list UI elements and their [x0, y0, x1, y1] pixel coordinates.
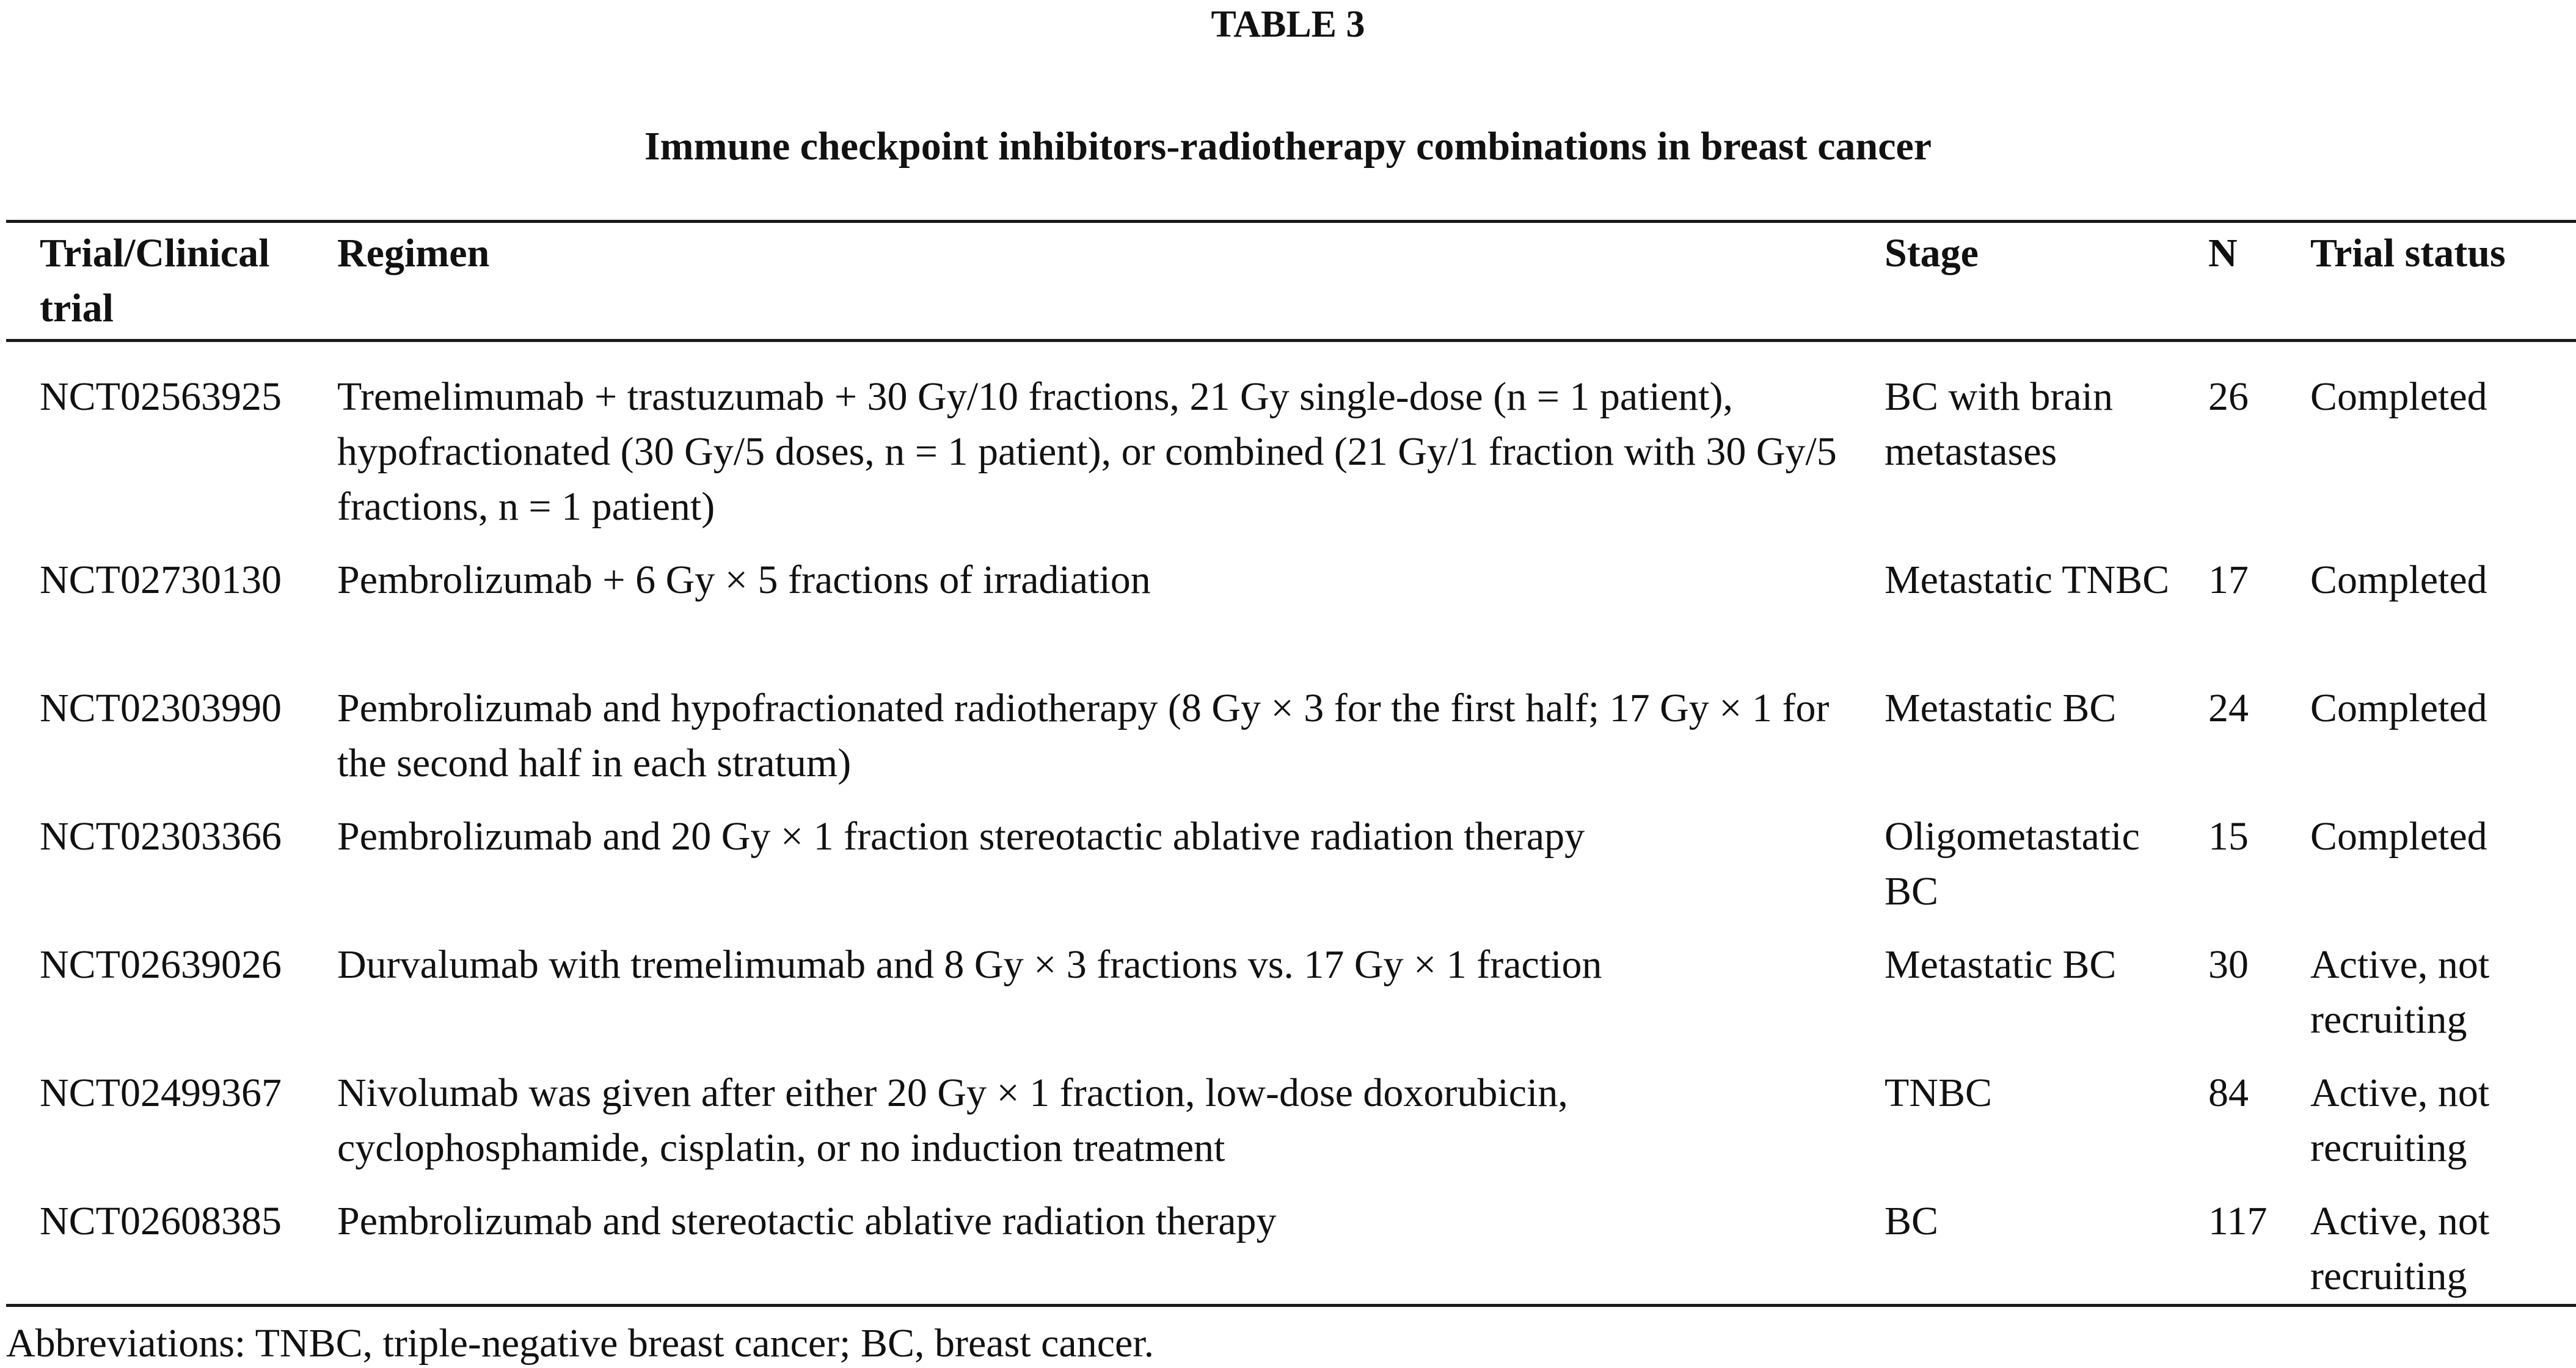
abbreviations-footnote: Abbreviations: TNBC, triple-negative breast cancer; BC, breast cancer.	[6, 1321, 1155, 1366]
regimen-cell: Tremelimumab + trastuzumab + 30 Gy/10 fractions, 21 Gy single-dose (n = 1 patient), hypofractionated (30 Gy/5 doses, n = 1 patient), or combined (21 Gy/1 fraction with 30 Gy/5 fractions, n = 1 patient)	[337, 374, 1837, 529]
stage-cell: BC	[1885, 1199, 1939, 1243]
stage-cell: TNBC	[1885, 1071, 1993, 1115]
n-cell: 30	[2208, 942, 2249, 987]
trial-id-cell: NCT02730130	[40, 558, 282, 602]
regimen-cell: Pembrolizumab and 20 Gy × 1 fraction stereotactic ablative radiation therapy	[337, 814, 1585, 859]
status-cell: Active, not recruiting	[2310, 942, 2490, 1042]
column-header-status: Trial status	[2310, 231, 2506, 275]
n-cell: 24	[2208, 686, 2249, 730]
table-title: Immune checkpoint inhibitors-radiotherapy combinations in breast cancer	[644, 124, 1932, 169]
trial-id-cell: NCT02499367	[40, 1071, 282, 1115]
n-cell: 26	[2208, 374, 2249, 419]
n-cell: 117	[2208, 1199, 2268, 1243]
regimen-cell: Pembrolizumab and hypofractionated radiotherapy (8 Gy × 3 for the first half; 17 Gy × 1 for the second half in each stratum)	[337, 686, 1830, 785]
column-header-trial: Trial/Clinical trial	[40, 231, 270, 330]
trial-id-cell: NCT02303366	[40, 814, 282, 859]
stage-cell: Oligometastatic BC	[1885, 814, 2140, 914]
regimen-cell: Pembrolizumab and stereotactic ablative radiation therapy	[337, 1199, 1277, 1243]
trial-id-cell: NCT02639026	[40, 942, 282, 987]
regimen-cell: Pembrolizumab + 6 Gy × 5 fractions of irradiation	[337, 558, 1151, 602]
header-rule	[6, 339, 2576, 342]
regimen-cell: Nivolumab was given after either 20 Gy × 1 fraction, low-dose doxorubicin, cyclophosphamide, cisplatin, or no induction treatment	[337, 1071, 1568, 1170]
status-cell: Completed	[2310, 686, 2487, 730]
column-header-n: N	[2208, 231, 2238, 275]
trial-id-cell: NCT02563925	[40, 374, 282, 419]
n-cell: 84	[2208, 1071, 2249, 1115]
stage-cell: Metastatic BC	[1885, 686, 2117, 730]
n-cell: 17	[2208, 558, 2249, 602]
trial-id-cell: NCT02608385	[40, 1199, 282, 1243]
trial-id-cell: NCT02303990	[40, 686, 282, 730]
table-label: TABLE 3	[1211, 4, 1365, 45]
n-cell: 15	[2208, 814, 2249, 859]
stage-cell: Metastatic TNBC	[1885, 558, 2170, 602]
status-cell: Active, not recruiting	[2310, 1071, 2490, 1170]
status-cell: Active, not recruiting	[2310, 1199, 2490, 1298]
stage-cell: BC with brain metastases	[1885, 374, 2113, 474]
status-cell: Completed	[2310, 558, 2487, 602]
column-header-stage: Stage	[1885, 231, 1979, 275]
table-bottom-rule	[6, 1304, 2576, 1307]
column-header-regimen: Regimen	[337, 231, 490, 275]
status-cell: Completed	[2310, 814, 2487, 859]
table-top-rule	[6, 220, 2576, 223]
stage-cell: Metastatic BC	[1885, 942, 2117, 987]
regimen-cell: Durvalumab with tremelimumab and 8 Gy × 3 fractions vs. 17 Gy × 1 fraction	[337, 942, 1602, 987]
status-cell: Completed	[2310, 374, 2487, 419]
